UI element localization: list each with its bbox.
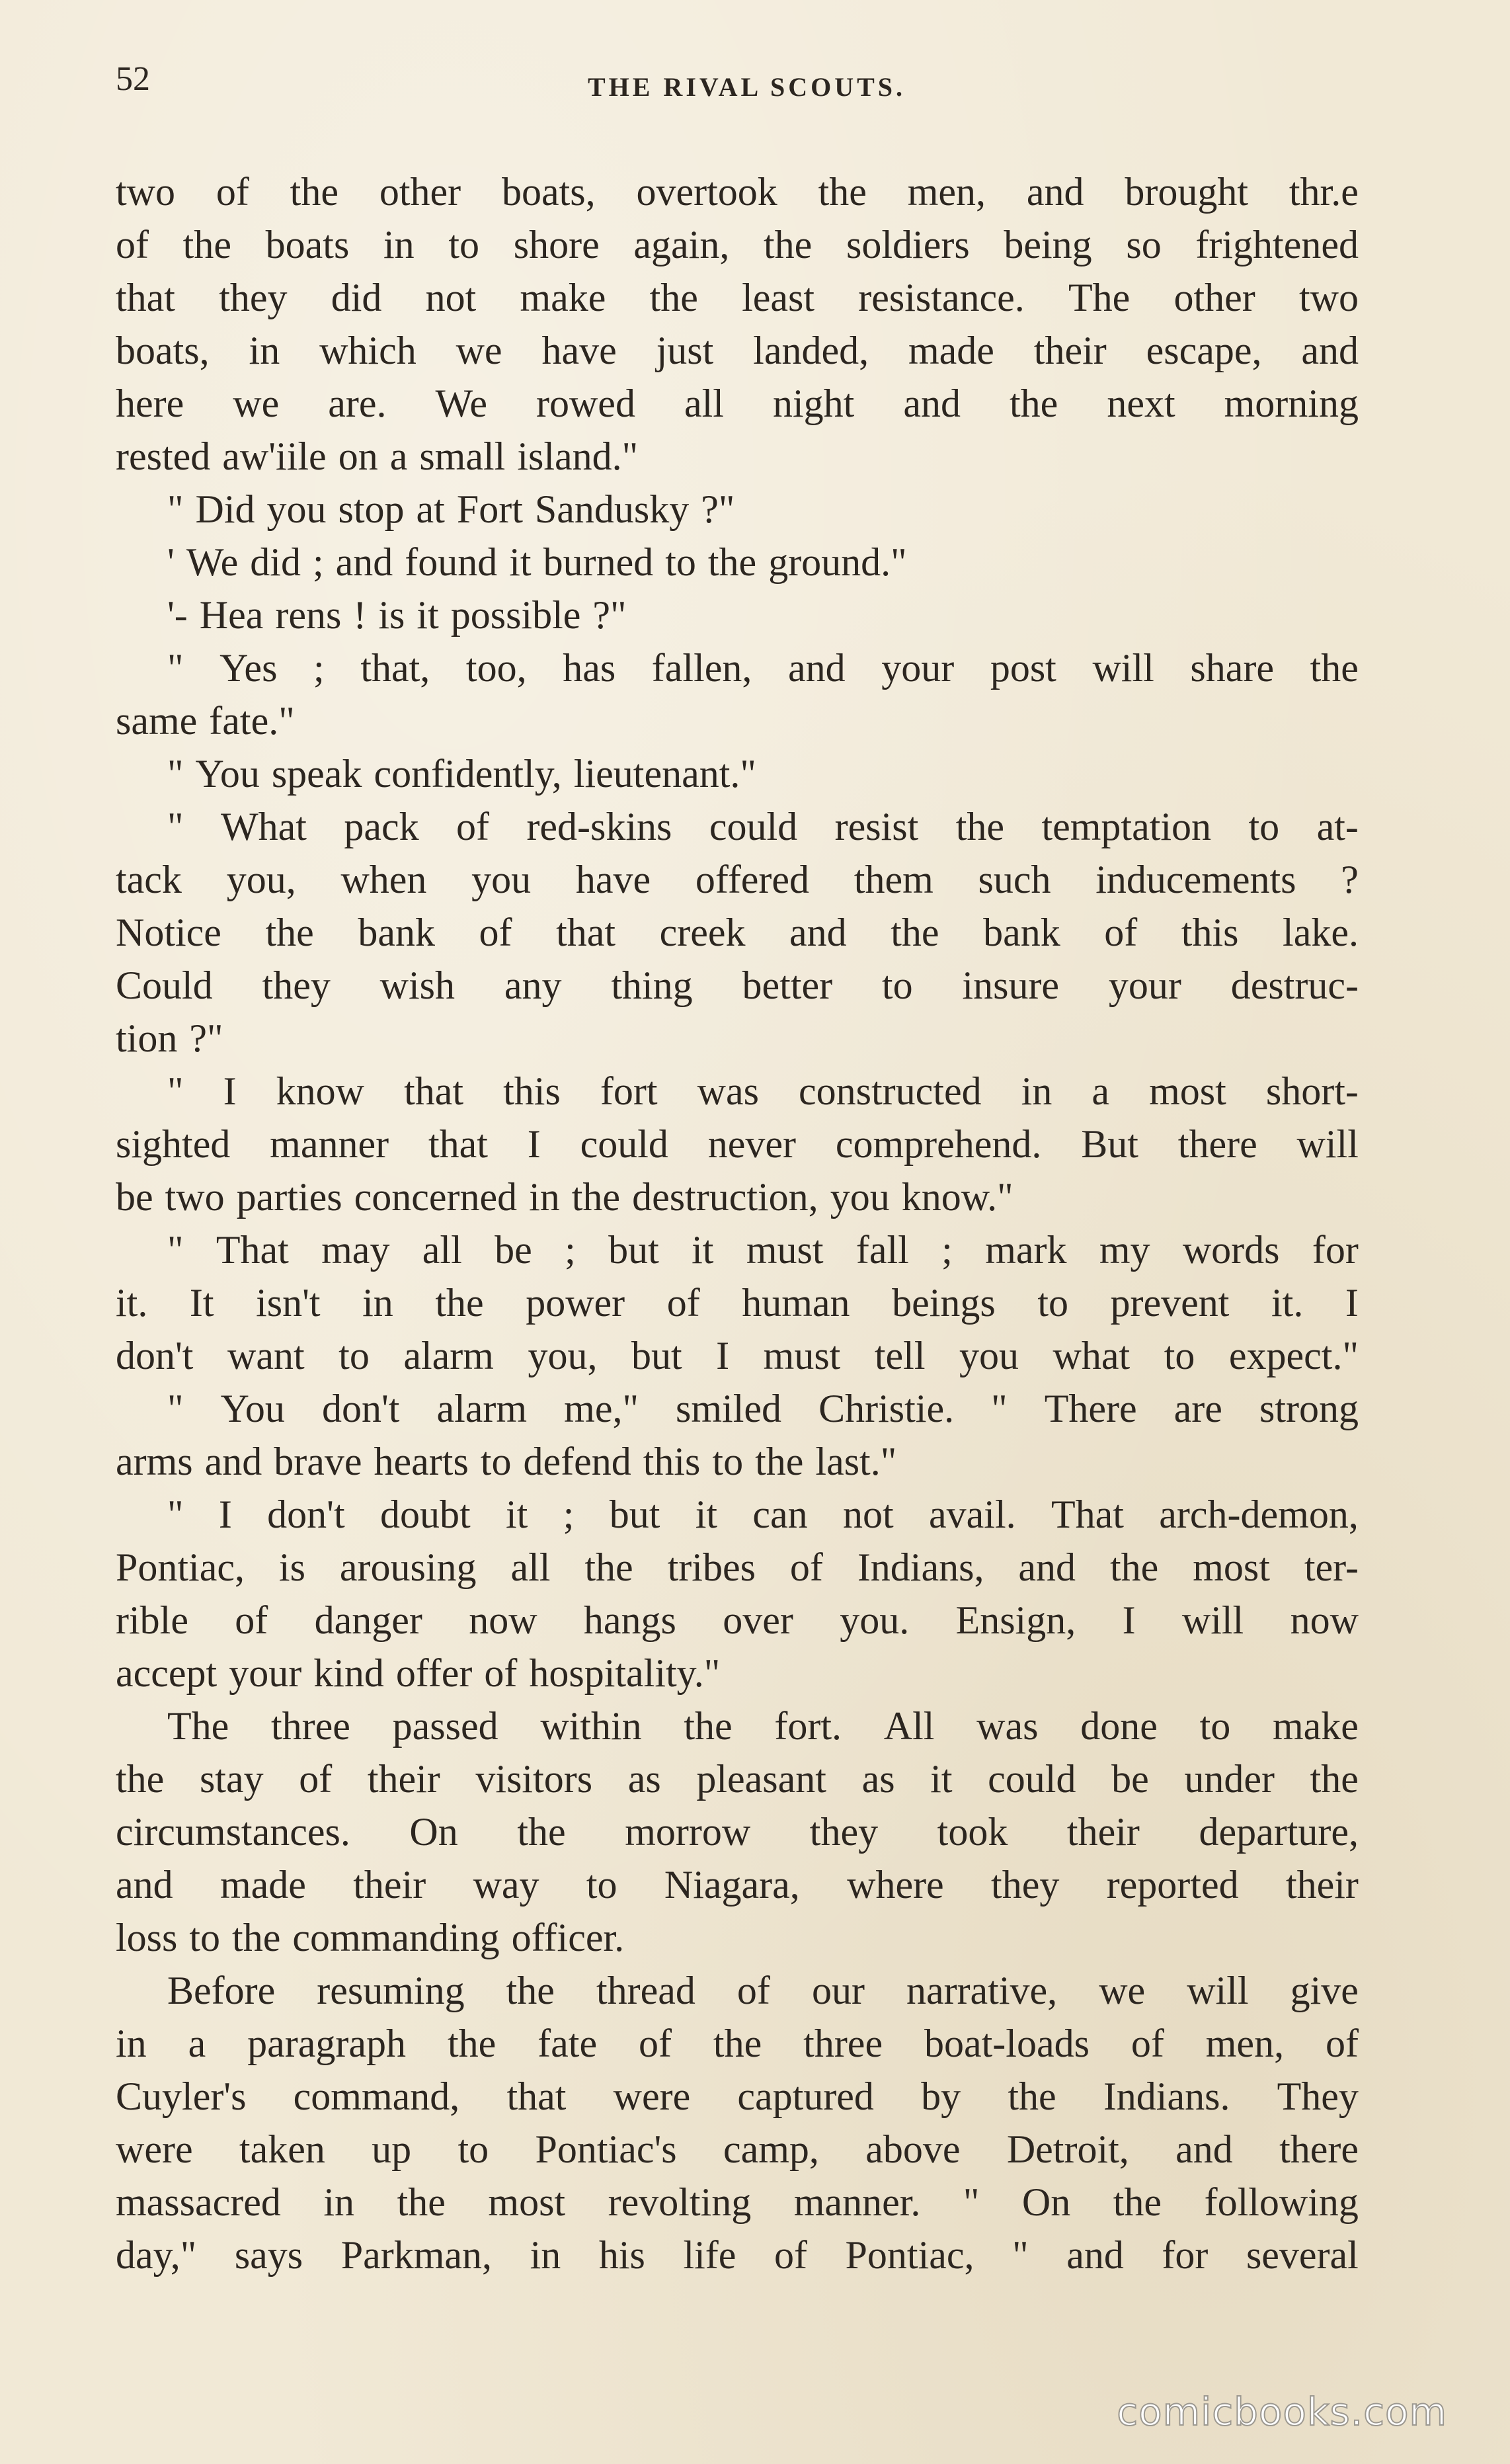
text-line: in a paragraph the fate of the three boat-loads of men, of [116,2022,1359,2065]
text-line: Cuyler's command, that were captured by the Indians. They [116,2074,1359,2118]
text-line: day," says Parkman, in his life of Pontiac, " and for several [116,2233,1359,2277]
text-line: same fate." [116,699,295,743]
text-line: tion ?" [116,1016,223,1060]
text-line: " I know that this fort was constructed in a most short- [167,1069,1359,1113]
running-head: THE RIVAL SCOUTS. [587,72,906,102]
page-header [116,60,1378,112]
text-line: The three passed within the fort. All was done to make [167,1704,1359,1748]
text-line: tack you, when you have offered them such inducements ? [116,858,1359,901]
text-line: that they did not make the least resistance. The other two [116,276,1359,319]
text-line: " What pack of red-skins could resist the temptation to at- [167,805,1359,848]
text-line: Notice the bank of that creek and the bank of this lake. [116,911,1359,954]
text-line: accept your kind offer of hospitality." [116,1651,721,1695]
text-line: rested aw'iile on a small island." [116,434,639,478]
text-line: loss to the commanding officer. [116,1916,625,1959]
text-line: two of the other boats, overtook the men, and brought thr.e [116,170,1359,214]
text-line: the stay of their visitors as pleasant as it could be under the [116,1757,1359,1801]
text-line: be two parties concerned in the destruction, you know." [116,1175,1013,1219]
watermark: comicbooks.com [1117,2389,1447,2434]
text-line: " You speak confidently, lieutenant." [167,752,756,796]
body-text [116,165,1359,2281]
text-line: and made their way to Niagara, where they reported their [116,1863,1359,1907]
text-line: here we are. We rowed all night and the next morning [116,382,1359,425]
text-line: sighted manner that I could never comprehend. But there will [116,1122,1359,1166]
text-line: circumstances. On the morrow they took their departure, [116,1810,1359,1854]
text-line: " I don't doubt it ; but it can not avail. That arch-demon, [167,1493,1359,1536]
text-line: of the boats in to shore again, the soldiers being so frightened [116,223,1359,267]
text-line: " Yes ; that, too, has fallen, and your post will share the [167,646,1359,690]
text-line: massacred in the most revolting manner. " On the following [116,2180,1359,2224]
text-line: " That may all be ; but it must fall ; mark my words for [167,1228,1359,1272]
text-line: boats, in which we have just landed, made their escape, and [116,329,1359,372]
text-line: Could they wish any thing better to insure your destruc- [116,964,1359,1007]
text-line: " You don't alarm me," smiled Christie. " There are strong [167,1387,1359,1430]
text-line: ' We did ; and found it burned to the ground." [167,540,907,584]
text-line: it. It isn't in the power of human beings to prevent it. I [116,1281,1359,1325]
text-line: arms and brave hearts to defend this to the last." [116,1440,897,1483]
text-line: Pontiac, is arousing all the tribes of Indians, and the most ter- [116,1545,1359,1589]
text-line: rible of danger now hangs over you. Ensign, I will now [116,1598,1359,1642]
text-line: don't want to alarm you, but I must tell you what to expect." [116,1334,1359,1377]
text-line: " Did you stop at Fort Sandusky ?" [167,487,735,531]
text-line: Before resuming the thread of our narrative, we will give [167,1969,1359,2012]
page-number: 52 [116,60,150,98]
text-line: '- Hea rens ! is it possible ?" [167,593,627,637]
text-line: were taken up to Pontiac's camp, above Detroit, and there [116,2127,1359,2171]
